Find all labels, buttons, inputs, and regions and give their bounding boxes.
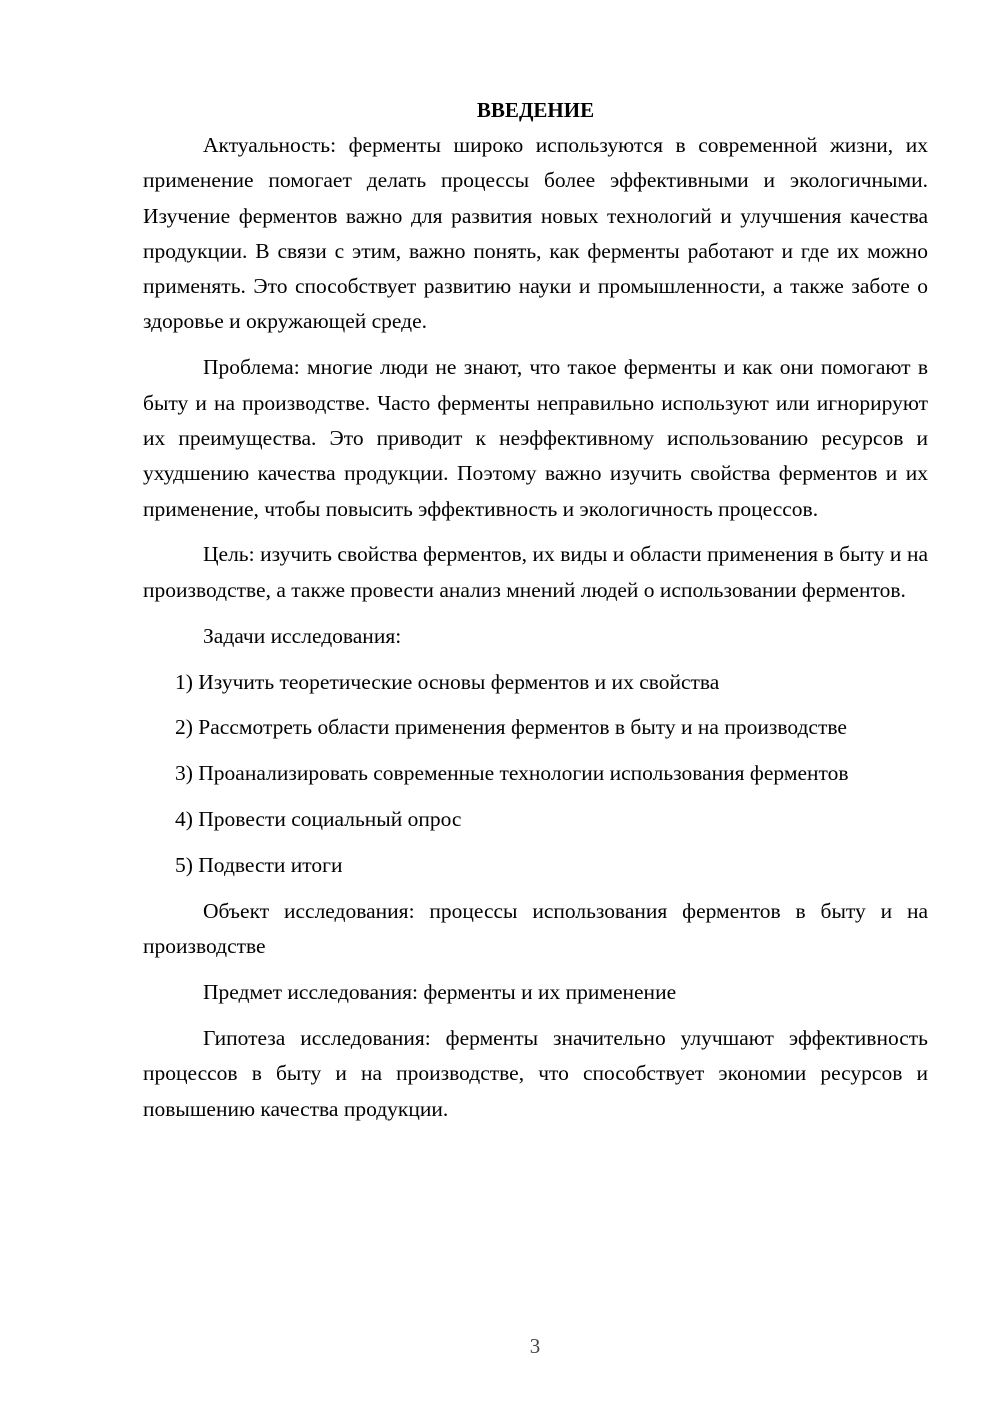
page-number: 3 (529, 1334, 541, 1358)
page-content (143, 93, 928, 1138)
paragraph-object: Объект исследования: процессы использования ферментов в быту и на производстве (143, 898, 928, 959)
paragraph-problem: Проблема: многие люди не знают, что такое ферменты и как они помогают в быту и на производстве. Часто ферменты неправильно используют или игнорируют их преимущества. Это приводит к неэффективному использованию ресурсов и ухудшению качества продукции. Поэтому важно изучить свойства ферментов и их применение, чтобы повысить эффективность и экологичность процессов. (143, 355, 928, 521)
task-item-5: 5) Подвести итоги (175, 853, 343, 878)
tasks-heading: Задачи исследования: (203, 623, 402, 648)
page-title: ВВЕДЕНИЕ (476, 98, 595, 122)
task-item-2: 2) Рассмотреть области применения ферментов в быту и на производстве (175, 715, 847, 740)
paragraph-subject: Предмет исследования: ферменты и их применение (203, 980, 677, 1005)
task-item-3: 3) Проанализировать современные технологии использования ферментов (175, 761, 849, 786)
paragraph-goal: Цель: изучить свойства ферментов, их виды и области применения в быту и на производстве, а также провести анализ мнений людей о использовании ферментов. (143, 542, 928, 602)
task-item-4: 4) Провести социальный опрос (175, 807, 462, 832)
paragraph-relevance: Актуальность: ферменты широко используются в современной жизни, их применение помогает делать процессы более эффективными и экологичными. Изучение ферментов важно для развития новых технологий и улучшения качества продукции. В связи с этим, важно понять, как ферменты работают и где их можно применять. Это способствует развитию науки и промышленности, а также заботе о здоровье и окружающей среде. (143, 133, 928, 334)
task-item-1: 1) Изучить теоретические основы ферментов и их свойства (175, 669, 720, 694)
paragraph-hypothesis: Гипотеза исследования: ферменты значительно улучшают эффективность процессов в быту и на производстве, что способствует экономии ресурсов и повышению качества продукции. (143, 1026, 928, 1121)
